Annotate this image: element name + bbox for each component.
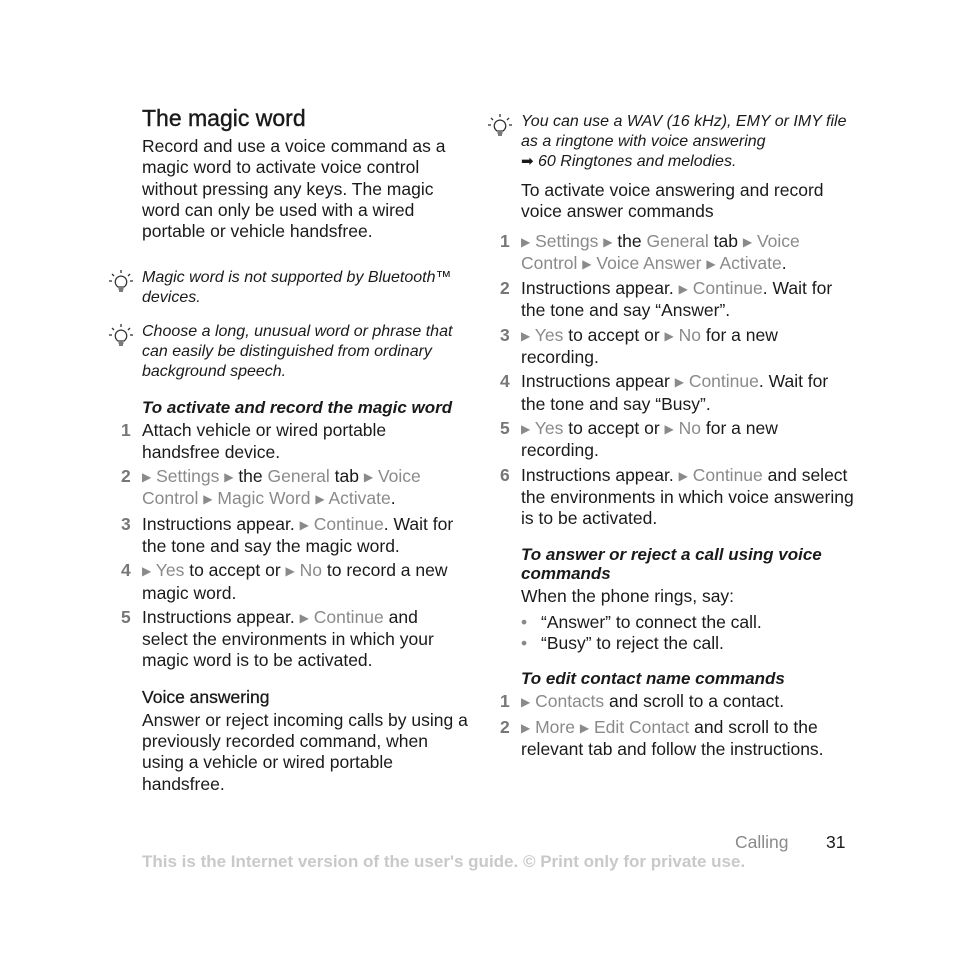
tip-magic-word-choice [108, 322, 468, 382]
step-6: 6 Instructions appear. ▶ Continue and select the environments in which voice answering is to be activated. [500, 464, 854, 529]
menu-no[interactable]: No [678, 417, 701, 438]
triangle-right-icon: ▶ [299, 517, 309, 532]
menu-general[interactable]: General [267, 466, 330, 487]
triangle-right-icon: ▶ [603, 234, 613, 249]
step-5: 5 ▶ Yes to accept or ▶ No for a new recording. [500, 417, 778, 461]
triangle-right-icon: ▶ [521, 720, 531, 735]
triangle-right-icon: ▶ [579, 720, 590, 735]
answer-commands-list [521, 612, 857, 655]
triangle-right-icon: ▶ [742, 234, 753, 249]
list-item: • “Busy” to reject the call. [521, 633, 724, 654]
answer-reject-title: To answer or reject a call using voice commands [521, 545, 822, 584]
lightbulb-icon [487, 112, 521, 140]
answer-reject-intro: When the phone rings, say: [521, 586, 735, 607]
lightbulb-icon [108, 322, 142, 350]
triangle-right-icon: ▶ [224, 470, 234, 485]
voice-answering-heading: Voice answering [142, 686, 270, 707]
menu-continue[interactable]: Continue [313, 606, 384, 627]
menu-more[interactable]: More [535, 716, 575, 737]
menu-settings[interactable]: Settings [535, 230, 599, 251]
triangle-right-icon: ▶ [315, 492, 325, 507]
voice-answer-steps [487, 231, 857, 530]
triangle-right-icon: ▶ [706, 256, 716, 271]
reference-arrow-icon: ➡ [521, 153, 534, 170]
edit-contact-steps [487, 691, 857, 760]
menu-activate[interactable]: Activate [719, 252, 782, 273]
menu-contacts[interactable]: Contacts [535, 691, 605, 712]
step-1: 1 ▶ Contacts and scroll to a contact. [500, 691, 785, 712]
triangle-right-icon: ▶ [521, 328, 531, 343]
internet-version-notice: This is the Internet version of the user's guide. © Print only for private use. [142, 852, 746, 871]
step-5: 5 Instructions appear. ▶ Continue and select the environments in which your magic word is to be activated. [121, 606, 434, 671]
menu-settings[interactable]: Settings [156, 466, 220, 487]
triangle-right-icon: ▶ [582, 256, 592, 271]
procedure-title: To activate and record the magic word [142, 398, 453, 418]
left-column [108, 104, 468, 795]
triangle-right-icon: ▶ [521, 421, 531, 436]
menu-general[interactable]: General [646, 230, 709, 251]
triangle-right-icon: ▶ [664, 328, 674, 343]
reference-link[interactable]: 60 Ringtones and melodies. [538, 153, 737, 170]
menu-no[interactable]: No [678, 324, 701, 345]
tip-text: You can use a WAV (16 kHz), EMY or IMY file as a ringtone with voice answering [521, 113, 847, 150]
page-number: 31 [826, 832, 846, 852]
menu-no[interactable]: No [299, 560, 322, 581]
tip-text: Magic word is not supported by Bluetooth™ devices. [142, 269, 452, 307]
triangle-right-icon: ▶ [674, 375, 684, 390]
step-2: 2 ▶ More ▶ Edit Contact and scroll to the relevant tab and follow the instructions. [500, 716, 824, 759]
menu-magic-word[interactable]: Magic Word [217, 488, 311, 509]
triangle-right-icon: ▶ [142, 564, 152, 579]
right-column [487, 112, 857, 760]
magic-word-steps [108, 420, 468, 671]
menu-voice-answer[interactable]: Voice Answer [596, 252, 702, 273]
triangle-right-icon: ▶ [203, 492, 213, 507]
menu-continue[interactable]: Continue [692, 278, 763, 299]
triangle-right-icon: ▶ [678, 282, 688, 297]
section-title: The magic word [142, 105, 306, 131]
menu-voice-control[interactable]: Voice Control [142, 466, 421, 509]
menu-yes[interactable]: Yes [534, 324, 564, 345]
bullet-icon: • [521, 633, 528, 654]
menu-yes[interactable]: Yes [534, 417, 564, 438]
menu-yes[interactable]: Yes [155, 560, 185, 581]
triangle-right-icon: ▶ [521, 234, 531, 249]
menu-continue[interactable]: Continue [688, 371, 759, 392]
menu-edit-contact[interactable]: Edit Contact [593, 716, 690, 737]
step-3: 3 ▶ Yes to accept or ▶ No for a new recording. [500, 324, 778, 368]
edit-contact-title: To edit contact name commands [521, 669, 785, 689]
step-1: 1 Attach vehicle or wired portable handsfree device. [121, 420, 387, 462]
triangle-right-icon: ▶ [299, 610, 309, 625]
bullet-icon: • [521, 611, 528, 632]
triangle-right-icon: ▶ [142, 470, 152, 485]
step-1: 1 ▶ Settings ▶ the General tab ▶ Voice Control ▶ Voice Answer ▶ Activate. [500, 230, 800, 273]
triangle-right-icon: ▶ [363, 470, 374, 485]
triangle-right-icon: ▶ [285, 564, 295, 579]
menu-voice-control[interactable]: Voice Control [521, 230, 800, 273]
tip-text: Choose a long, unusual word or phrase that can easily be distinguished from ordinary background speech. [142, 323, 453, 381]
step-2: 2 ▶ Settings ▶ the General tab ▶ Voice Control ▶ Magic Word ▶ Activate. [121, 466, 421, 509]
step-3: 3 Instructions appear. ▶ Continue. Wait for the tone and say the magic word. [121, 513, 454, 556]
footer-section-name: Calling [735, 832, 789, 852]
voice-answer-intro: To activate voice answering and record voice answer commands [521, 180, 824, 222]
step-2: 2 Instructions appear. ▶ Continue. Wait for the tone and say “Answer”. [500, 278, 833, 321]
step-4: 4 ▶ Yes to accept or ▶ No to record a new magic word. [121, 560, 448, 603]
triangle-right-icon: ▶ [664, 421, 674, 436]
voice-answering-text: Answer or reject incoming calls by using a previously recorded command, when using a vehicle or wired portable handsfree. [142, 709, 468, 794]
step-4: 4 Instructions appear ▶ Continue. Wait for the tone and say “Busy”. [500, 371, 829, 414]
triangle-right-icon: ▶ [678, 468, 688, 483]
triangle-right-icon: ▶ [521, 695, 531, 710]
menu-continue[interactable]: Continue [313, 513, 384, 534]
menu-activate[interactable]: Activate [328, 488, 391, 509]
menu-continue[interactable]: Continue [692, 464, 763, 485]
list-item: • “Answer” to connect the call. [521, 611, 762, 632]
tip-ringtone [487, 112, 857, 172]
intro-paragraph: Record and use a voice command as a magic word to activate voice control without pressing any keys. The magic word can only be used with a wired portable or vehicle handsfree. [142, 136, 446, 242]
tip-bluetooth [108, 268, 468, 308]
lightbulb-icon [108, 268, 142, 296]
